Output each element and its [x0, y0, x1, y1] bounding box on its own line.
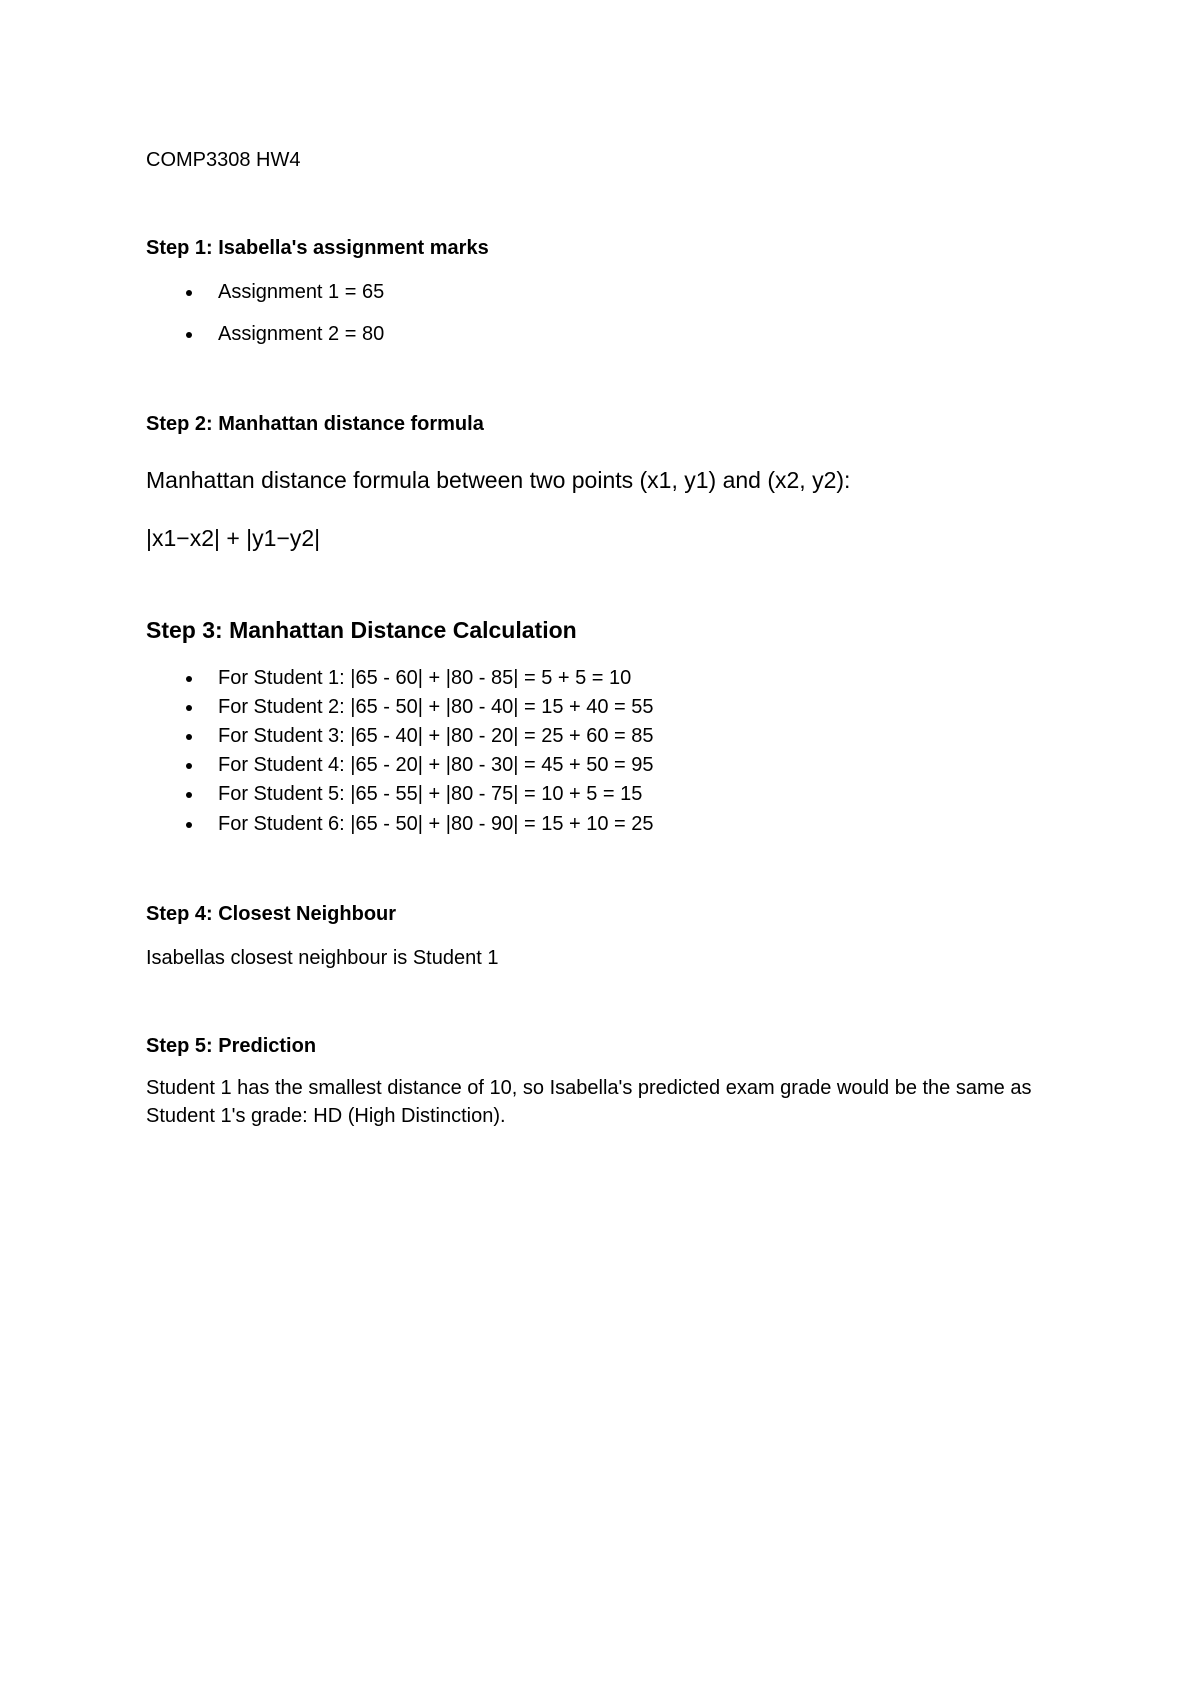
- bullet-icon: [186, 734, 192, 740]
- step5-heading: Step 5: Prediction: [146, 1035, 317, 1057]
- bullet-icon: [186, 792, 192, 798]
- list-item-text: For Student 5: |65 - 55| + |80 - 75| = 10 + 5 = 15: [218, 783, 643, 805]
- bullet-icon: [186, 332, 192, 338]
- list-item-text: For Student 6: |65 - 50| + |80 - 90| = 15 + 10 = 25: [218, 813, 654, 835]
- step5-text: Student 1 has the smallest distance of 10, so Isabella's predicted exam grade would be the same as Student 1's grade: HD (High Distinction).: [146, 1077, 1032, 1127]
- list-item-text: For Student 3: |65 - 40| + |80 - 20| = 25 + 60 = 85: [218, 725, 654, 747]
- step1-heading: Step 1: Isabella's assignment marks: [146, 237, 489, 259]
- step3-heading: Step 3: Manhattan Distance Calculation: [146, 617, 577, 643]
- list-item-text: For Student 4: |65 - 20| + |80 - 30| = 45 + 50 = 95: [218, 754, 654, 776]
- bullet-icon: [186, 822, 192, 828]
- bullet-icon: [186, 705, 192, 711]
- step4-heading: Step 4: Closest Neighbour: [146, 903, 397, 925]
- formula: |x1−x2| + |y1−y2|: [146, 525, 321, 551]
- list-item-text: Assignment 1 = 65: [218, 281, 385, 303]
- bullet-icon: [186, 763, 192, 769]
- bullet-icon: [186, 676, 192, 682]
- bullet-icon: [186, 290, 192, 296]
- list-item-text: For Student 2: |65 - 50| + |80 - 40| = 15 + 40 = 55: [218, 696, 654, 718]
- formula-description: Manhattan distance formula between two points (x1, y1) and (x2, y2):: [146, 467, 851, 493]
- list-item-text: Assignment 2 = 80: [218, 323, 385, 345]
- document-title: COMP3308 HW4: [146, 149, 301, 171]
- list-item-text: For Student 1: |65 - 60| + |80 - 85| = 5 + 5 = 10: [218, 667, 632, 689]
- step2-heading: Step 2: Manhattan distance formula: [146, 413, 484, 435]
- step4-text: Isabellas closest neighbour is Student 1: [146, 947, 499, 969]
